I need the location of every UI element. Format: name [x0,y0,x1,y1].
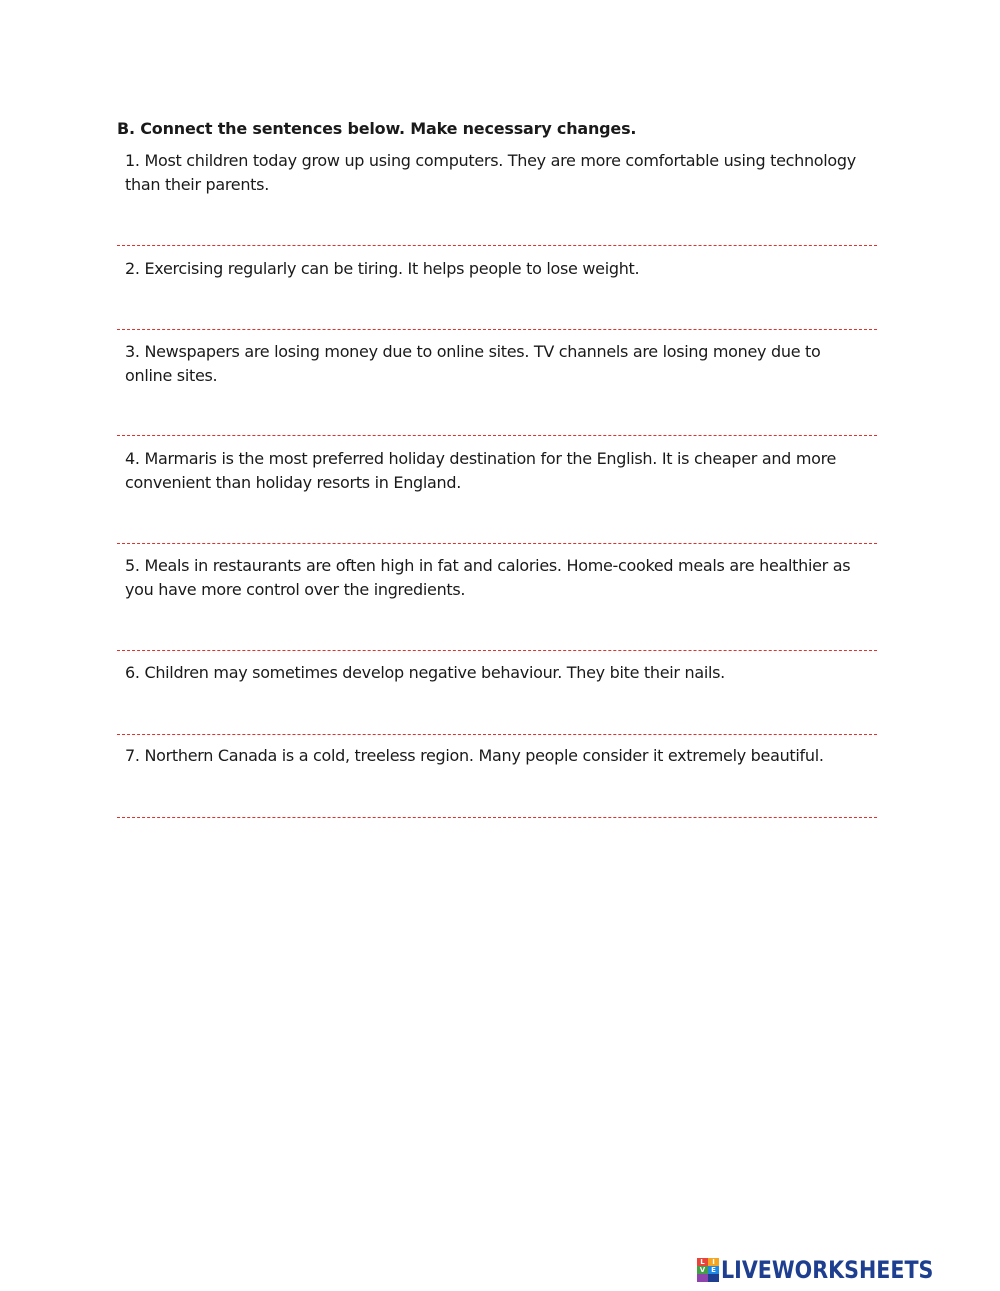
answer-line-2[interactable] [117,329,877,330]
answer-line-7[interactable] [117,817,877,818]
logo-mark-icon [697,1258,719,1282]
liveworksheets-logo [697,1255,968,1285]
question-4: 4. Marmaris is the most preferred holiday destination for the English. It is cheaper and more convenient than holiday resorts in England. [125,449,837,492]
logo-text: LIVEWORKSHEETS [721,1256,934,1284]
answer-line-4[interactable] [117,543,877,544]
logo-mark-cell [697,1274,708,1282]
answer-line-5[interactable] [117,650,877,651]
question-3: 3. Newspapers are losing money due to online sites. TV channels are losing money due to online sites. [125,342,821,385]
question-5: 5. Meals in restaurants are often high in fat and calories. Home-cooked meals are healthier as you have more control over the ingredients. [125,556,851,599]
answer-line-6[interactable] [117,734,877,735]
logo-mark-cell: I [708,1258,719,1266]
logo-mark-cell: L [697,1258,708,1266]
logo-mark-cell: V [697,1266,708,1274]
question-6: 6. Children may sometimes develop negative behaviour. They bite their nails. [125,663,725,682]
exercise-heading: B. Connect the sentences below. Make necessary changes. [117,119,637,138]
question-1: 1. Most children today grow up using computers. They are more comfortable using technology than their parents. [125,151,856,194]
question-2: 2. Exercising regularly can be tiring. It helps people to lose weight. [125,259,640,278]
answer-line-1[interactable] [117,245,877,246]
logo-mark-cell [708,1274,719,1282]
question-7: 7. Northern Canada is a cold, treeless region. Many people consider it extremely beautiful. [125,746,824,765]
logo-mark-cell: E [708,1266,719,1274]
answer-line-3[interactable] [117,435,877,436]
